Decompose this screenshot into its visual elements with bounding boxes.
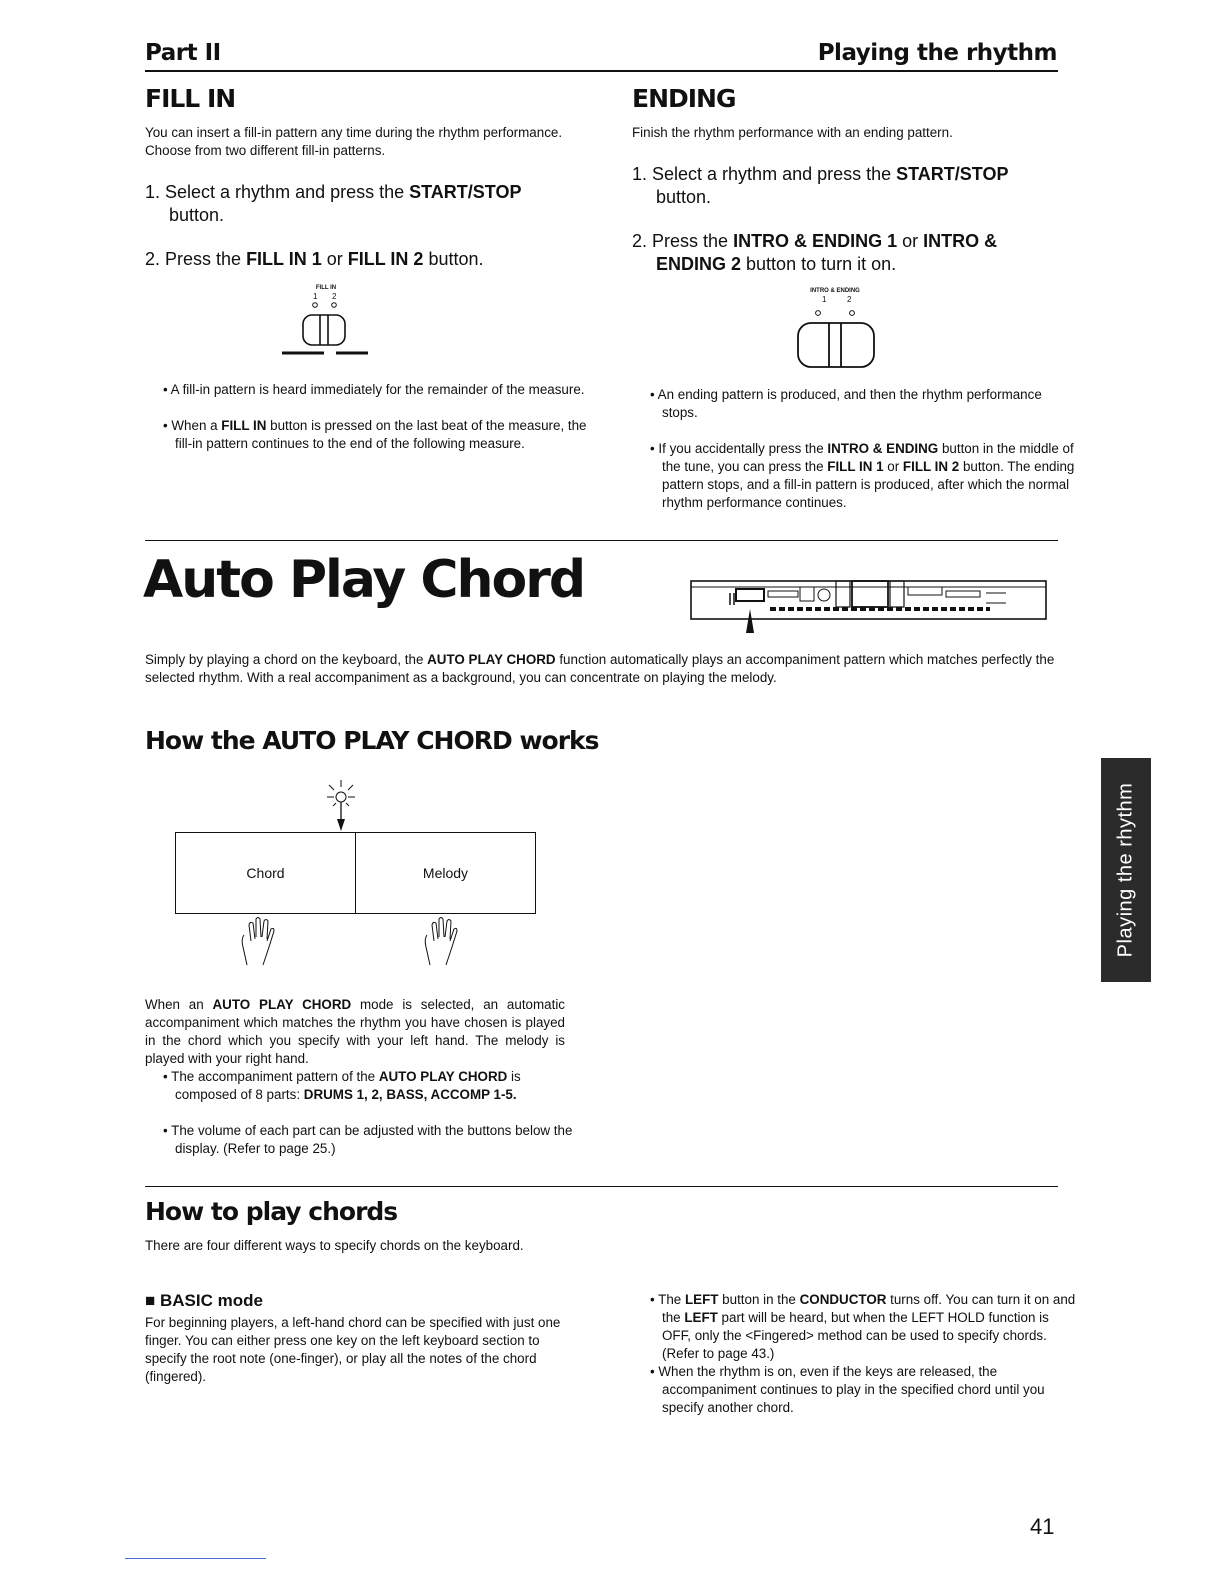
keyboard-split-diagram	[175, 832, 536, 914]
ending-bullet-1: • An ending pattern is produced, and then the rhythm performance stops.	[650, 387, 1042, 420]
side-tab: Playing the rhythm	[1101, 758, 1151, 982]
section-rule-2	[145, 1186, 1058, 1187]
basic-mode-text: For beginning players, a left-hand chord can be specified with just one finger. You can either press one key on the left keyboard section to specify the root note (one-finger), or play all the notes of the chord (fingered).	[145, 1315, 561, 1384]
intro-ending-button-diagram: INTRO & ENDING 1 2	[785, 288, 885, 370]
auto-play-intro: Simply by playing a chord on the keyboard, the AUTO PLAY CHORD function automatically plays an accompaniment pattern which matches perfectly the selected rhythm. With a real accompaniment as a background, you can concentrate on playing the melody.	[145, 652, 1055, 685]
ending-bullet-2: • If you accidentally press the INTRO & ENDING button in the middle of the tune, you can press the FILL IN 1 or FILL IN 2 button. The ending pattern stops, and a fill-in pattern is produced, after which the normal rhythm performance continues.	[650, 441, 1075, 510]
footer-link-line	[125, 1558, 266, 1559]
fill-in-bullet-1: • A fill-in pattern is heard immediately for the remainder of the measure.	[163, 382, 585, 397]
auto-play-chord-title: Auto Play Chord	[143, 550, 585, 610]
chord-section-label: Chord	[176, 833, 356, 913]
left-hand-icon	[237, 915, 281, 976]
how-works-bullet-1: • The accompaniment pattern of the AUTO PLAY CHORD is composed of 8 parts: DRUMS 1, 2, BASS, ACCOMP 1-5.	[163, 1069, 521, 1102]
how-works-paragraph: When an AUTO PLAY CHORD mode is selected, an automatic accompaniment which matches the rhythm you have chosen is played in the chord which you specify with your left hand. The melody is played with your right hand.	[145, 997, 565, 1066]
right-hand-icon	[420, 915, 464, 976]
fill-in-title: FILL IN	[145, 84, 236, 113]
panel-location-diagram	[690, 575, 1050, 635]
basic-mode-heading: ■ BASIC mode	[145, 1291, 263, 1310]
fill-in-bullet-2: • When a FILL IN button is pressed on the last beat of the measure, the fill-in pattern continues to the end of the following measure.	[163, 418, 587, 451]
basic-mode-bullet-1: • The LEFT button in the CONDUCTOR turns off. You can turn it on and the LEFT part will be heard, but when the LEFT HOLD function is OFF, only the <Fingered> method can be used to specify chords. (Refer to page 43.)	[650, 1292, 1076, 1361]
fill-in-step-1: 1. Select a rhythm and press the START/STOP button.	[145, 182, 522, 225]
ending-intro: Finish the rhythm performance with an ending pattern.	[632, 125, 953, 140]
part-label: Part II	[145, 40, 221, 66]
how-play-intro: There are four different ways to specify chords on the keyboard.	[145, 1238, 524, 1253]
page-number: 41	[1030, 1514, 1055, 1539]
ending-title: ENDING	[632, 84, 736, 113]
how-works-title: How the AUTO PLAY CHORD works	[145, 726, 599, 755]
header-rule	[145, 70, 1058, 72]
fill-in-button-diagram: FILL IN 1 2	[276, 285, 376, 365]
ending-step-2: 2. Press the INTRO & ENDING 1 or INTRO & ENDING 2 button to turn it on.	[632, 231, 998, 274]
fill-in-step-2: 2. Press the FILL IN 1 or FILL IN 2 button.	[145, 249, 484, 269]
how-works-bullet-2: • The volume of each part can be adjusted with the buttons below the display. (Refer to page 25.)	[163, 1123, 573, 1156]
basic-mode-bullet-2: • When the rhythm is on, even if the keys are released, the accompaniment continues to play in the specified chord until you specify another chord.	[650, 1364, 1045, 1415]
how-play-title: How to play chords	[145, 1197, 398, 1226]
section-rule-1	[145, 540, 1058, 541]
light-bulb-icon	[326, 775, 356, 836]
ending-step-1: 1. Select a rhythm and press the START/STOP button.	[632, 164, 1009, 207]
fill-in-intro: You can insert a fill-in pattern any time during the rhythm performance. Choose from two different fill-in patterns.	[145, 125, 563, 158]
section-title: Playing the rhythm	[817, 40, 1057, 66]
melody-section-label: Melody	[422, 865, 469, 881]
